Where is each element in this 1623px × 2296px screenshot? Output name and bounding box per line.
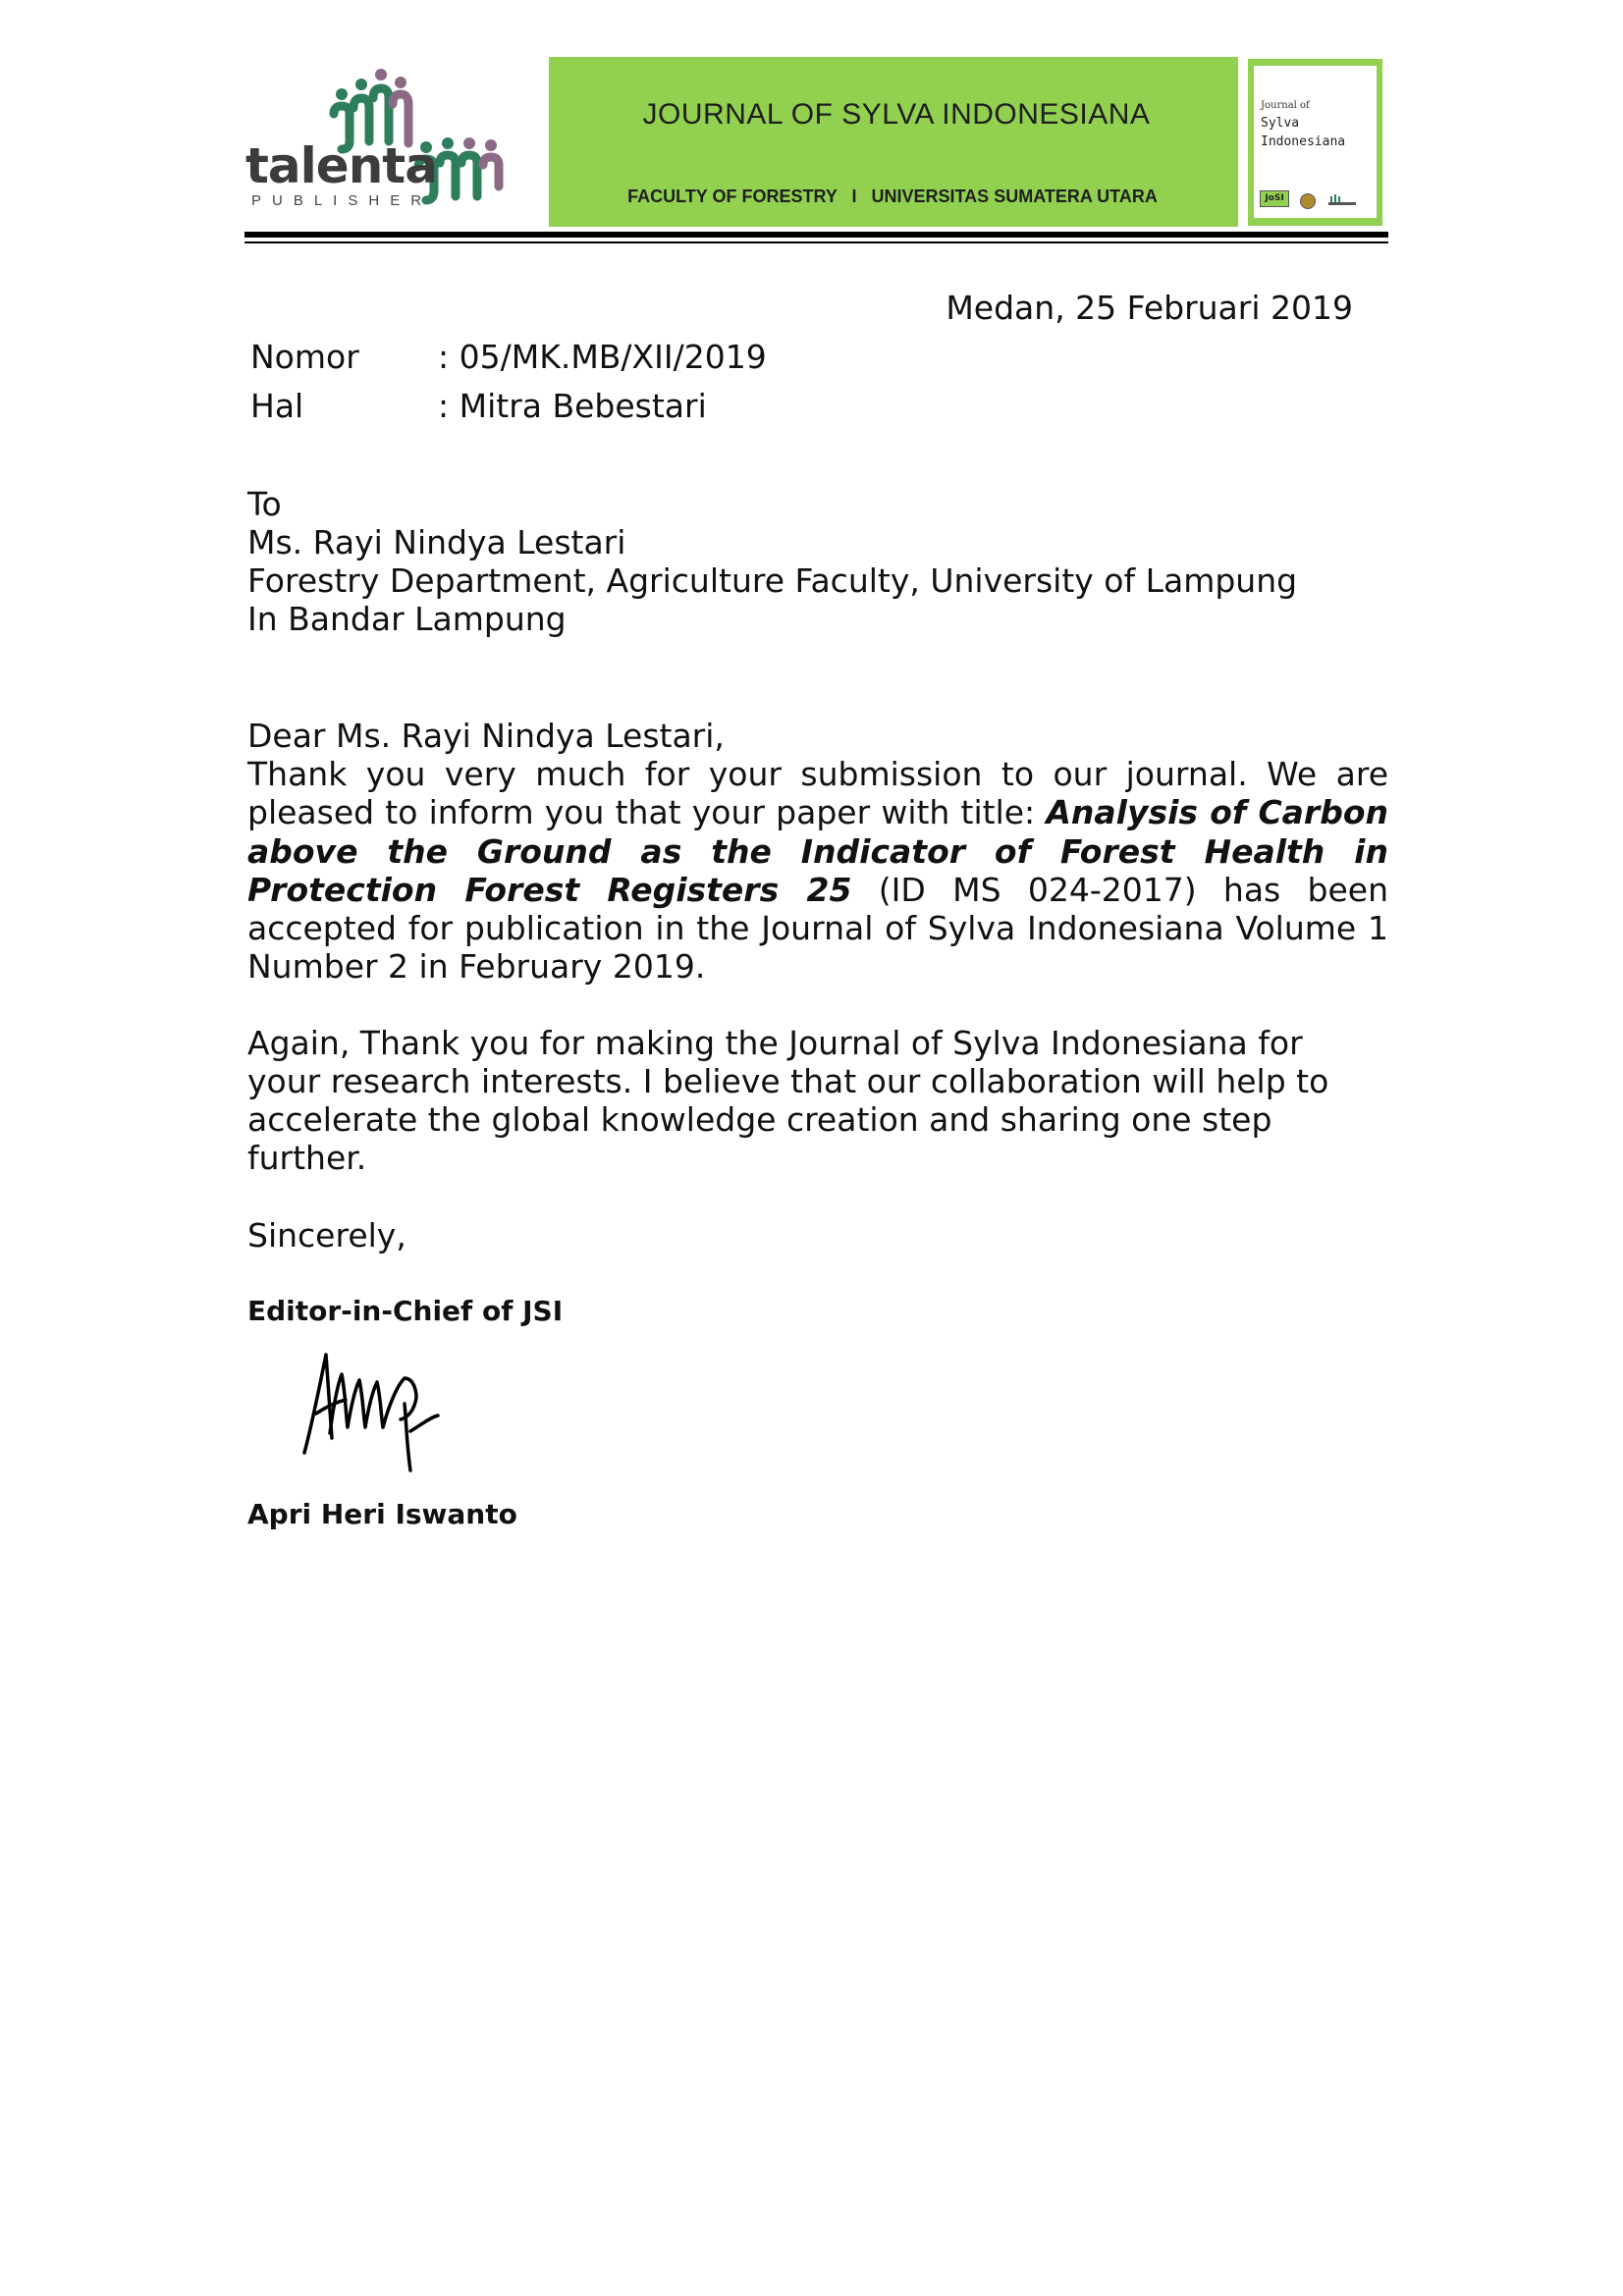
closing: Sincerely, xyxy=(247,1216,406,1255)
meta-value-hal: : Mitra Bebestari xyxy=(438,387,707,425)
recipient-line: In Bandar Lampung xyxy=(247,600,567,638)
acceptance-paragraph xyxy=(247,755,1388,987)
paragraph-line: your research interests. I believe that our collaboration will help to xyxy=(247,1062,1329,1100)
recipient-line: To xyxy=(247,485,282,523)
recipient-line: Ms. Rayi Nindya Lestari xyxy=(247,523,626,561)
paper-title: Analysis of Carbon above the Ground as the Indicator of Forest Health in Protection Forest Registers 25 xyxy=(247,793,1388,909)
publisher-subtitle: PUBLISHER xyxy=(251,192,433,209)
header-rule-thick xyxy=(244,232,1388,238)
meta-value-nomor: : 05/MK.MB/XII/2019 xyxy=(438,338,767,376)
paragraph-line: Again, Thank you for making the Journal of Sylva Indonesiana for xyxy=(247,1024,1303,1062)
cover-seal-icon xyxy=(1300,193,1316,209)
paragraph-line: further. xyxy=(247,1139,367,1177)
paragraph-text: (ID MS 024-2017) has been accepted for publication in the Journal of Sylva Indonesiana Volume 1 Number 2 in February 2019. xyxy=(247,870,1389,987)
cover-small-text: Journal of xyxy=(1261,100,1310,111)
signatory-title: Editor-in-Chief of JSI xyxy=(247,1295,564,1327)
header-rule-thin xyxy=(244,241,1388,243)
cover-josi-badge: JoSI xyxy=(1260,190,1289,207)
recipient-line: Forestry Department, Agriculture Faculty, University of Lampung xyxy=(247,561,1298,600)
letter-date: Medan, 25 Februari 2019 xyxy=(946,289,1353,327)
cover-bottom-border xyxy=(1248,218,1382,226)
salutation: Dear Ms. Rayi Nindya Lestari, xyxy=(247,717,725,755)
cover-title: Sylva Indonesiana xyxy=(1261,116,1346,149)
signatory-name: Apri Heri Iswanto xyxy=(247,1498,517,1530)
thanks-paragraph xyxy=(247,1024,1388,1177)
paragraph-text: Thank you very much for your submission to our journal. We are pleased to inform you that your paper with title: xyxy=(247,755,1388,832)
recipient-block xyxy=(247,485,1297,638)
publisher-wordmark: talenta xyxy=(245,137,437,194)
meta-label-nomor: Nomor xyxy=(250,338,359,376)
handwritten-signature xyxy=(295,1345,476,1477)
journal-affiliation: FACULTY OF FORESTRY I UNIVERSITAS SUMATERA UTARA xyxy=(627,187,1158,206)
paragraph-line: accelerate the global knowledge creation and sharing one step xyxy=(247,1100,1272,1139)
cover-mini-logo-icon xyxy=(1325,188,1359,208)
journal-title: JOURNAL OF SYLVA INDONESIANA xyxy=(642,98,1151,131)
cover-top-border xyxy=(1248,59,1382,66)
meta-label-hal: Hal xyxy=(250,387,304,425)
